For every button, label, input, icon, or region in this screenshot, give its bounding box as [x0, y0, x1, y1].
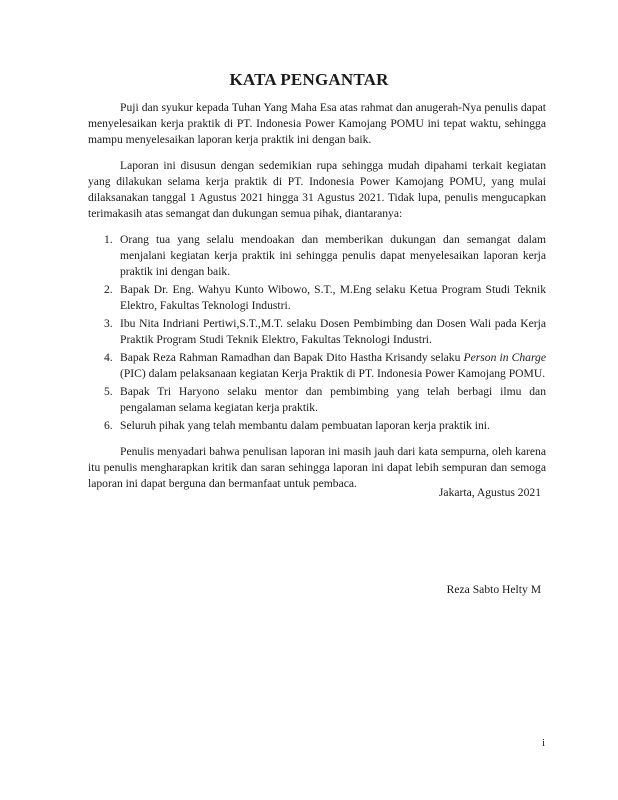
list-item-number: 2.: [104, 283, 113, 296]
paragraph-report-description: Laporan ini disusun dengan sedemikian rupa sehingga mudah dipahami terkait kegiatan yang dilakukan selama kerja praktik di PT. Indonesia Power Kamojang POMU, yang mulai dilaksanakan tanggal 1 Agustus 2021 hingga 31 Agustus 2021. Tidak lupa, penulis mengucapkan terimakasih atas semangat dan dukungan semua pihak, diantaranya:: [88, 159, 546, 220]
list-item-number: 1.: [104, 233, 113, 246]
list-item-text-after: (PIC) dalam pelaksanaan kegiatan Kerja Praktik di PT. Indonesia Power Kamojang POMU.: [120, 367, 546, 380]
list-item: [88, 350, 546, 382]
list-item-number: 3.: [104, 317, 113, 330]
place-date: Jakarta, Agustus 2021: [438, 486, 541, 499]
list-item: [88, 384, 546, 416]
paragraph-intro: Puji dan syukur kepada Tuhan Yang Maha Esa atas rahmat dan anugerah-Nya penulis dapat menyelesaikan kerja praktik di PT. Indonesia Power Kamojang POMU ini tepat waktu, sehingga mampu menyelesaikan laporan kerja praktik ini dengan baik.: [88, 101, 546, 146]
list-item-text-italic: Person in Charge: [463, 351, 546, 364]
acknowledgement-list: [88, 232, 546, 434]
list-item-text: Seluruh pihak yang telah membantu dalam pembuatan laporan kerja praktik ini.: [120, 419, 490, 432]
list-item: [88, 282, 546, 314]
page-title: KATA PENGANTAR: [229, 70, 389, 89]
page-number: i: [541, 737, 545, 749]
list-item: [88, 418, 546, 434]
list-item-text: Bapak Dr. Eng. Wahyu Kunto Wibowo, S.T., M.Eng selaku Ketua Program Studi Teknik Elektro, Fakultas Teknologi Industri.: [120, 283, 546, 312]
list-item-text-before: Bapak Reza Rahman Ramadhan dan Bapak Dito Hastha Krisandy selaku: [120, 351, 464, 364]
list-item-text: Bapak Tri Haryono selaku mentor dan pembimbing yang telah berbagi ilmu dan pengalaman selama kegiatan kerja praktik.: [120, 385, 546, 414]
author-name: Reza Sabto Helty M: [446, 583, 541, 596]
document-body: [88, 100, 546, 502]
paragraph-closing: Penulis menyadari bahwa penulisan laporan ini masih jauh dari kata sempurna, oleh karena itu penulis mengharapkan kritik dan saran sehingga laporan ini dapat lebih sempuran dan semoga laporan ini dapat berguna dan bermanfaat untuk pembaca.: [88, 445, 546, 490]
list-item-number: 6.: [104, 419, 113, 432]
list-item: [88, 316, 546, 348]
list-item-number: 4.: [104, 351, 113, 364]
list-item-text: Orang tua yang selalu mendoakan dan memberikan dukungan dan semangat dalam menjalani kegiatan kerja praktik ini sehingga penulis dapat menyelesaikan laporan kerja praktik ini dengan baik.: [120, 233, 546, 278]
list-item: [88, 232, 546, 280]
list-item-text: Ibu Nita Indriani Pertiwi,S.T.,M.T. selaku Dosen Pembimbing dan Dosen Wali pada Kerja Praktik Program Studi Teknik Elektro, Fakultas Teknologi Industri.: [120, 317, 546, 346]
list-item-number: 5.: [104, 385, 113, 398]
